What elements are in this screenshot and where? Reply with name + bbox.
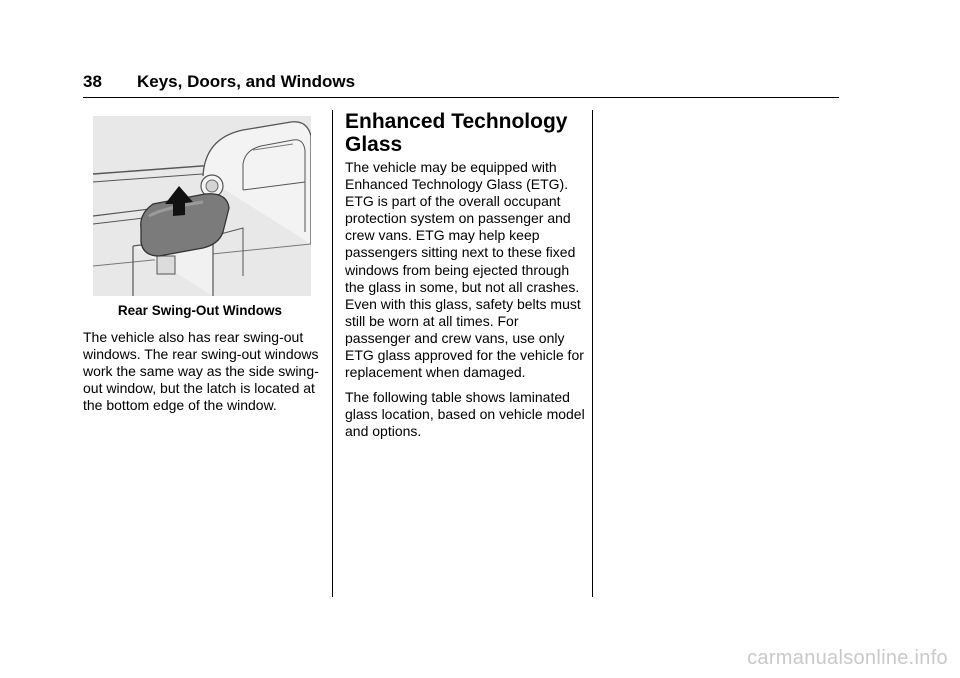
- rear-swing-out-window-latch-illustration: [93, 116, 311, 296]
- column-divider-2: [592, 110, 593, 597]
- body-paragraph: The vehicle may be equipped with Enhanced Technology Glass (ETG). ETG is part of the overall occupant protection system on passenger and crew vans. ETG may help keep passengers sitting next to these fixed windows from being ejected through the glass in some, but not all crashes. Even with this glass, safety belts must still be worn at all times. For passenger and crew vans, use only ETG glass approved for the vehicle for replacement when damaged.: [345, 159, 584, 381]
- body-paragraph: The following table shows laminated glass location, based on vehicle model and options.: [345, 389, 585, 440]
- column-divider-1: [332, 110, 333, 597]
- section-title: Keys, Doors, and Windows: [137, 72, 356, 91]
- watermark: carmanualsonline.info: [747, 647, 948, 669]
- page-number: 38: [83, 72, 102, 91]
- left-column: [83, 329, 323, 422]
- section-heading: Enhanced Technology Glass: [345, 110, 568, 156]
- figure-caption: Rear Swing-Out Windows: [117, 303, 283, 318]
- body-paragraph: The vehicle also has rear swing-out windows. The rear swing-out windows work the same way as the side swing-out window, but the latch is located at the bottom edge of the window.: [83, 329, 319, 414]
- middle-column: [345, 159, 585, 449]
- header-rule: [83, 97, 839, 98]
